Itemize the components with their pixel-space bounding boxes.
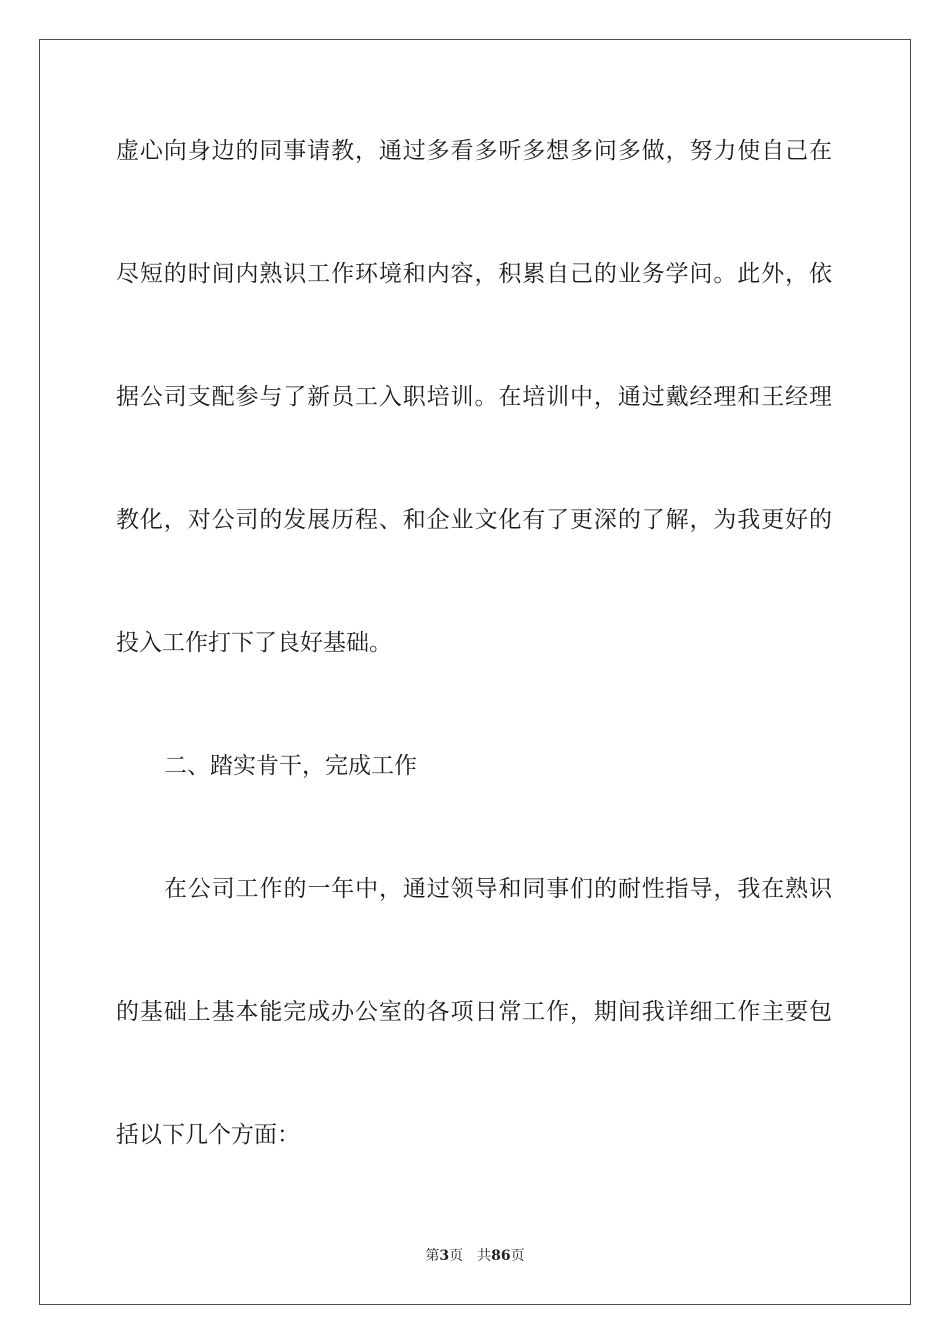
page-prefix: 第 — [425, 1248, 440, 1264]
section-heading: 二、踏实肯干，完成工作 — [164, 753, 417, 779]
page-suffix: 页 — [449, 1248, 464, 1264]
page-number: 3 — [439, 1248, 450, 1264]
paragraph-line: 括以下几个方面： — [116, 1122, 300, 1148]
paragraph-line: 教化，对公司的发展历程、和企业文化有了更深的了解，为我更好的 — [116, 507, 832, 533]
paragraph-line: 的基础上基本能完成办公室的各项日常工作，期间我详细工作主要包 — [116, 999, 832, 1025]
total-suffix: 页 — [510, 1248, 525, 1264]
page-footer — [0, 1246, 950, 1266]
paragraph-line: 尽短的时间内熟识工作环境和内容，积累自己的业务学问。此外，依 — [116, 261, 832, 287]
paragraph-line: 虚心向身边的同事请教，通过多看多听多想多问多做，努力使自己在 — [116, 138, 832, 164]
total-prefix: 共 — [477, 1248, 492, 1264]
page-border — [39, 39, 911, 1305]
paragraph-line: 据公司支配参与了新员工入职培训。在培训中，通过戴经理和王经理 — [116, 384, 832, 410]
total-pages: 86 — [491, 1248, 511, 1264]
paragraph-line: 投入工作打下了良好基础。 — [116, 630, 392, 656]
paragraph-line: 在公司工作的一年中，通过领导和同事们的耐性指导，我在熟识 — [164, 876, 832, 902]
